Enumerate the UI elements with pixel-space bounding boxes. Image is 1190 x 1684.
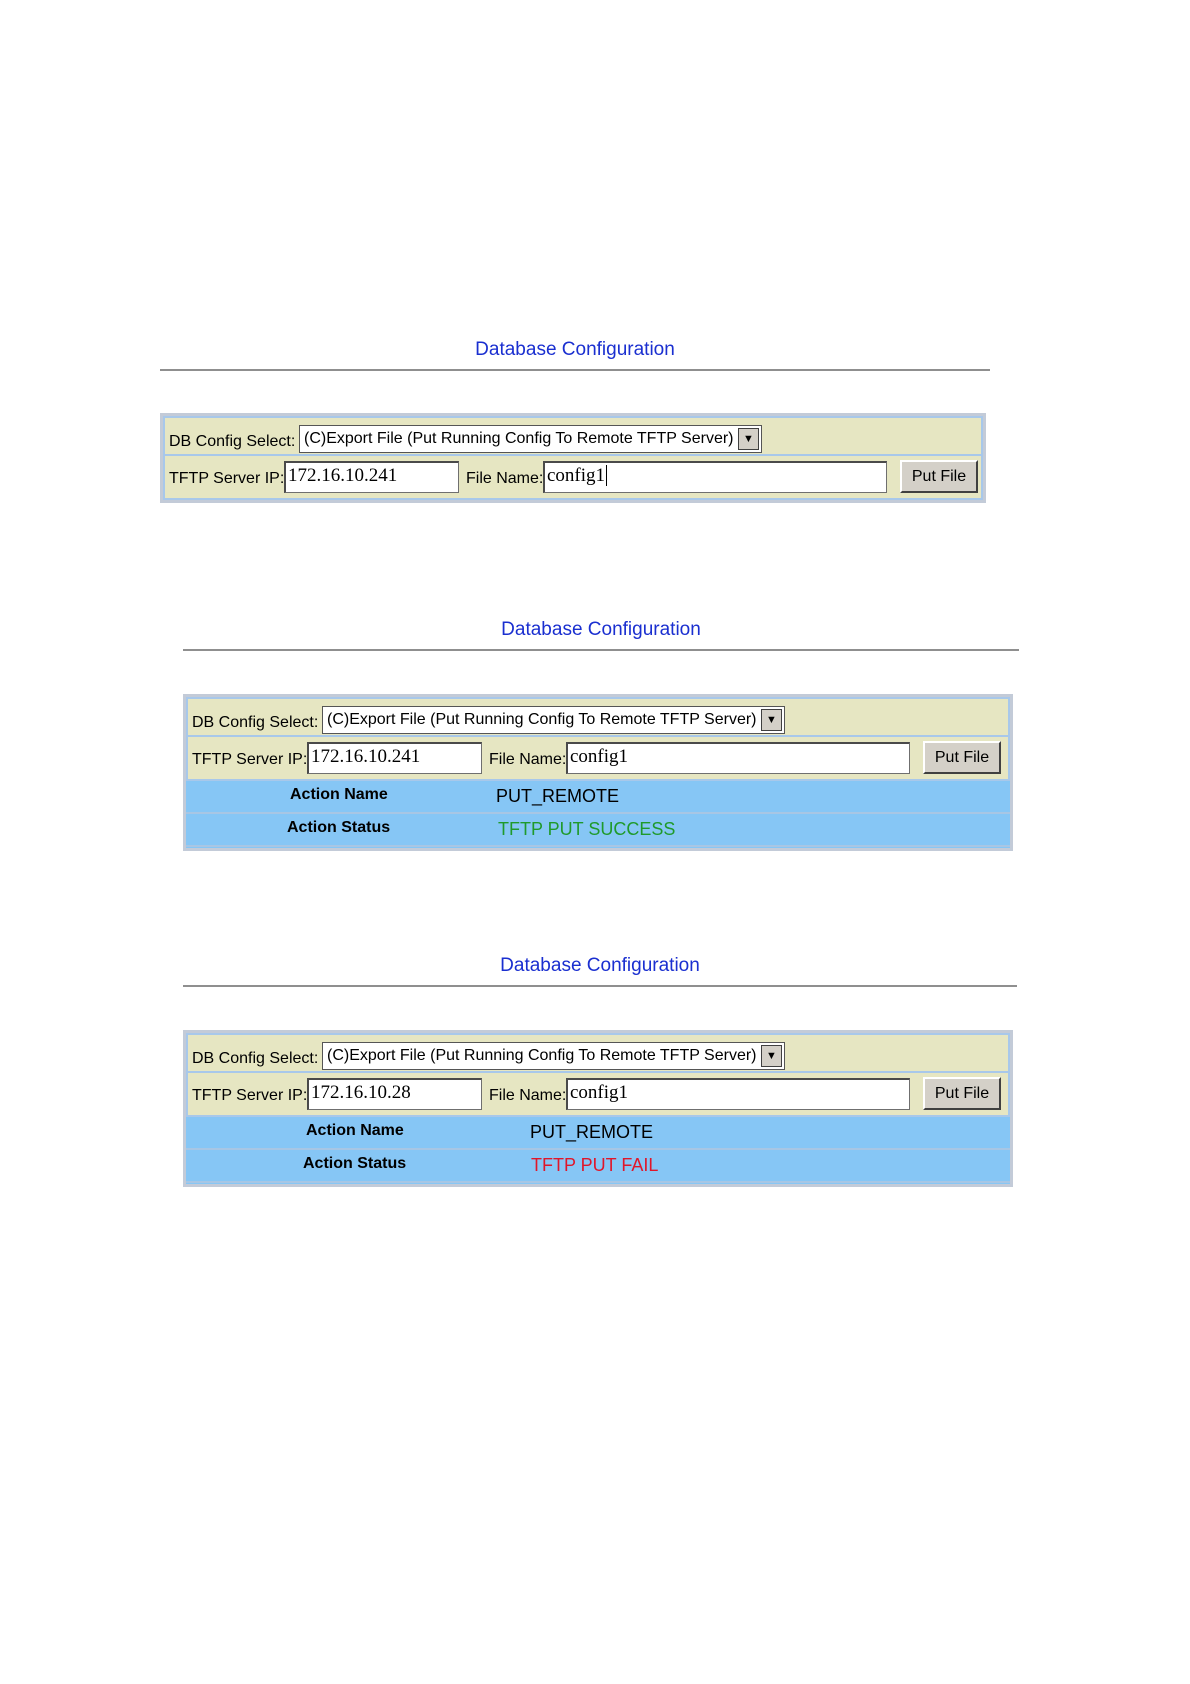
config-form [183,694,1013,851]
action-status-table [186,1117,1010,1184]
tftp-server-ip-input[interactable]: 172.16.10.241 [284,461,459,493]
action-name-value: PUT_REMOTE [530,1122,654,1142]
title-divider [183,985,1017,987]
tftp-server-ip-label: TFTP Server IP: [192,751,308,768]
file-name-label: File Name: [466,470,544,487]
file-name-label: File Name: [489,751,567,768]
action-status-row [186,1150,1010,1183]
tftp-server-ip-input[interactable]: 172.16.10.241 [307,742,482,774]
db-config-select[interactable] [299,425,762,453]
config-form [183,1030,1013,1187]
db-select-label: DB Config Select: [192,714,319,731]
action-status-label: Action Status [287,819,391,836]
tftp-server-ip-label: TFTP Server IP: [192,1087,308,1104]
config-form [160,413,986,503]
db-config-select-value: (C)Export File (Put Running Config To Remote TFTP Server) [327,1047,757,1064]
file-name-label: File Name: [489,1087,567,1104]
db-select-row [186,1033,1010,1073]
action-name-value: PUT_REMOTE [496,786,620,806]
action-name-row [186,781,1010,814]
db-config-select-value: (C)Export File (Put Running Config To Remote TFTP Server) [327,711,757,728]
db-config-panel-3 [183,951,1017,1175]
file-name-input[interactable]: config1 [566,742,910,774]
db-config-panel-1 [160,335,990,487]
page-title: Database Configuration [475,339,675,360]
title-divider [183,649,1019,651]
db-select-label: DB Config Select: [169,433,296,450]
db-config-panel-2 [183,615,1019,839]
tftp-row [186,737,1010,781]
action-name-label: Action Name [290,786,388,803]
db-config-select-value: (C)Export File (Put Running Config To Remote TFTP Server) [304,430,734,447]
action-status-table [186,781,1010,848]
db-config-select[interactable] [322,706,785,734]
put-file-button[interactable]: Put File [923,741,1001,774]
page-title: Database Configuration [501,619,701,640]
tftp-server-ip-label: TFTP Server IP: [169,470,285,487]
chevron-down-icon[interactable]: ▼ [761,1045,782,1067]
page-title: Database Configuration [500,955,700,976]
chevron-down-icon[interactable]: ▼ [738,428,759,450]
tftp-server-ip-input[interactable]: 172.16.10.28 [307,1078,482,1110]
put-file-button[interactable]: Put File [923,1077,1001,1110]
tftp-row [163,456,983,500]
file-name-input[interactable] [543,461,887,493]
file-name-value: config1 [547,465,606,486]
action-name-row [186,1117,1010,1150]
db-select-row [163,416,983,456]
chevron-down-icon[interactable]: ▼ [761,709,782,731]
action-status-label: Action Status [303,1155,407,1172]
file-name-input[interactable]: config1 [566,1078,910,1110]
db-config-select[interactable] [322,1042,785,1070]
put-file-button[interactable]: Put File [900,460,978,493]
action-status-row [186,814,1010,847]
action-status-value: TFTP PUT SUCCESS [498,819,676,839]
db-select-label: DB Config Select: [192,1050,319,1067]
title-divider [160,369,990,371]
action-status-value: TFTP PUT FAIL [531,1155,659,1175]
tftp-row [186,1073,1010,1117]
db-select-row [186,697,1010,737]
action-name-label: Action Name [306,1122,404,1139]
